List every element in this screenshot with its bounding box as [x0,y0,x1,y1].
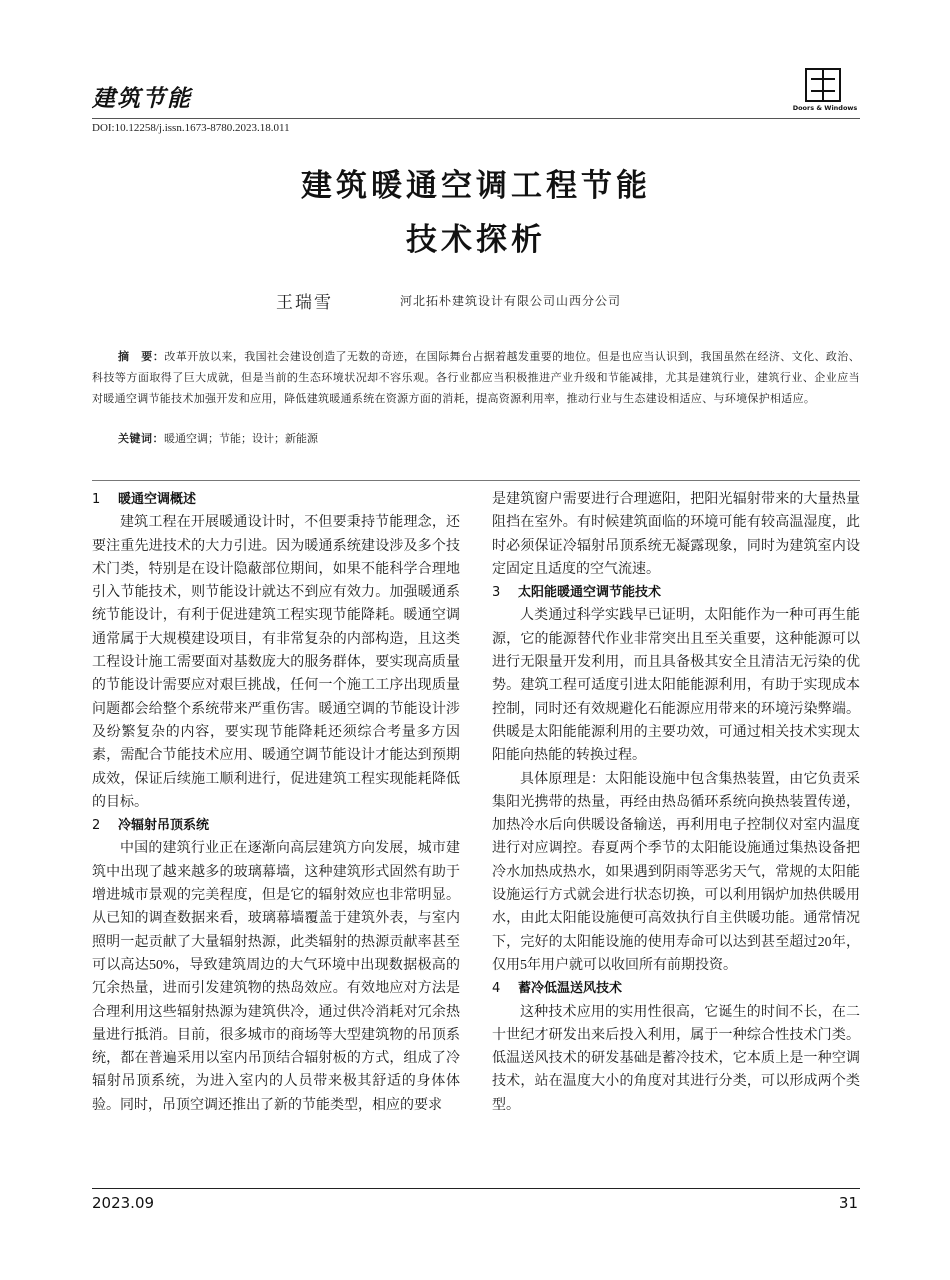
paragraph: 人类通过科学实践早已证明，太阳能作为一种可再生能源，它的能源替代作业非常突出且至关重要，这种能源可以进行无限量开发利用，而且具备极其安全且清洁无污染的优势。建筑工程可适度引进太阳能能源利用，有助于实现成本控制，同时还有效规避化石能源应用带来的环境污染弊端。供暖是太阳能能源利用的主要功效，可通过相关技术实现太阳能向热能的转换过程。 [492,608,860,764]
abstract-label: 摘 要： [118,350,165,363]
abstract-text: 改革开放以来，我国社会建设创造了无数的奇迹，在国际舞台占据着越发重要的地位。但是也应当认识到，我国虽然在经济、文化、政治、科技等方面取得了巨大成就，但是当前的生态环境状况却不容乐观。各行业都应当积极推进产业升级和节能减排，尤其是建筑行业，建筑行业、企业应当对暖通空调节能技术加强开发和应用，降低建筑暖通系统在资源方面的消耗，提高资源利用率，推动行业与生态建设相适应、与环境保护相适应。 [92,350,861,405]
section-number: 3 [492,585,501,601]
keywords [118,428,858,449]
abstract [92,346,860,409]
paragraph: 具体原理是：太阳能设施中包含集热装置，由它负责采集阳光携带的热量，再经由热岛循环系统向换热装置传递，加热冷水后向供暖设备输送，再利用电子控制仪对室内温度进行对应调控。春夏两个季节的太阳能设施通过集热设备把冷水加热成热水，如果遇到阴雨等恶劣天气，常规的太阳能设施运行方式就会进行状态切换，可以利用锅炉加热供暖用水，由此太阳能设施便可高效执行自主供暖功能。通常情况下，完好的太阳能设施的使用寿命可以达到甚至超过20年，仅用5年用户就可以收回所有前期投资。 [492,771,860,973]
section-heading-2 [92,814,460,837]
affiliation: 河北拓朴建筑设计有限公司山西分公司 [400,294,622,308]
author: 王瑞雪 [276,293,333,313]
page-number: 31 [838,1194,858,1212]
article-title-line2: 技术探析 [406,222,546,258]
section-heading-3 [492,581,860,604]
left-column [92,488,460,1117]
paragraph: 这种技术应用的实用性很高，它诞生的时间不长，在二十世纪才研发出来后投入利用，属于一种综合性技术门类。低温送风技术的研发基础是蓄冷技术，它本质上是一种空调技术，站在温度大小的角度对其进行分类，可以形成两个类型。 [492,1004,860,1113]
right-column [492,488,860,1117]
journal-name: 建筑节能 [92,85,192,112]
doi: DOI:10.12258/j.issn.1673-8780.2023.18.011 [92,122,290,134]
section-title: 蓄冷低温送风技术 [518,981,623,997]
section-number: 4 [492,981,501,997]
abstract-divider [92,480,860,481]
journal-logo [787,68,863,114]
section-heading-1 [92,488,460,511]
doors-windows-logo-icon [805,68,841,102]
keywords-label: 关键词： [118,432,164,445]
article-title-line1: 建筑暖通空调工程节能 [301,168,651,204]
section-title: 太阳能暖通空调节能技术 [518,585,662,601]
paragraph: 中国的建筑行业正在逐渐向高层建筑方向发展，城市建筑中出现了越来越多的玻璃幕墙，这种建筑形式固然有助于增进城市景观的完美程度，但是它的辐射效应也非常明显。从已知的调查数据来看，玻璃幕墙覆盖于建筑外表，与室内照明一起贡献了大量辐射热源，此类辐射的热源贡献率甚至可以高达50%，导致建筑周边的大气环境中出现数据极高的冗余热量，进而引发建筑物的热岛效应。有效地应对方法是合理利用这些辐射热源为建筑供冷，通过供冷消耗对冗余热量进行抵消。目前，很多城市的商场等大型建筑物的吊顶系统，都在普遍采用以室内吊顶结合辐射板的方式，组成了冷辐射吊顶系统，为进入室内的人员带来极其舒适的身体体验。同时，吊顶空调还推出了新的节能类型，相应的要求 [92,841,460,1113]
header-divider [92,118,860,119]
footer-divider [92,1188,860,1189]
section-heading-4 [492,977,860,1000]
issue-date: 2023.09 [92,1194,155,1212]
paragraph-continued: 是建筑窗户需要进行合理遮阳，把阳光辐射带来的大量热量阻挡在室外。有时候建筑面临的环境可能有较高温湿度，此时必须保证冷辐射吊顶系统无凝露现象，同时为建筑室内设定固定且适度的空气流速。 [492,492,860,577]
section-title: 暖通空调概述 [118,492,197,507]
section-number: 2 [92,818,101,834]
paragraph: 建筑工程在开展暖通设计时，不但要秉持节能理念，还要注重先进技术的大力引进。因为暖通系统建设涉及多个技术门类，特别是在设计隐蔽部位期间，如果不能科学合理地引入节能技术，则节能设计就达不到应有效力。加强暖通系统节能设计，有利于促进建筑工程实现节能降耗。暖通空调通常属于大规模建设项目，有非常复杂的内部构造，且这类工程设计施工需要面对基数庞大的服务群体，要实现高质量的节能设计需要应对艰巨挑战，任何一个施工工序出现质量问题都会给整个系统带来严重伤害。暖通空调的节能设计涉及纷繁复杂的内容，要实现节能降耗还须综合考量多方因素，需配合节能技术应用、暖通空调节能设计才能达到预期成效，保证后续施工顺利进行，促进建筑工程实现能耗降低的目标。 [92,515,460,810]
section-number: 1 [92,492,101,507]
logo-text: Doors & Windows [792,104,858,112]
section-title: 冷辐射吊顶系统 [118,818,210,834]
keywords-text: 暖通空调；节能；设计；新能源 [164,432,318,445]
